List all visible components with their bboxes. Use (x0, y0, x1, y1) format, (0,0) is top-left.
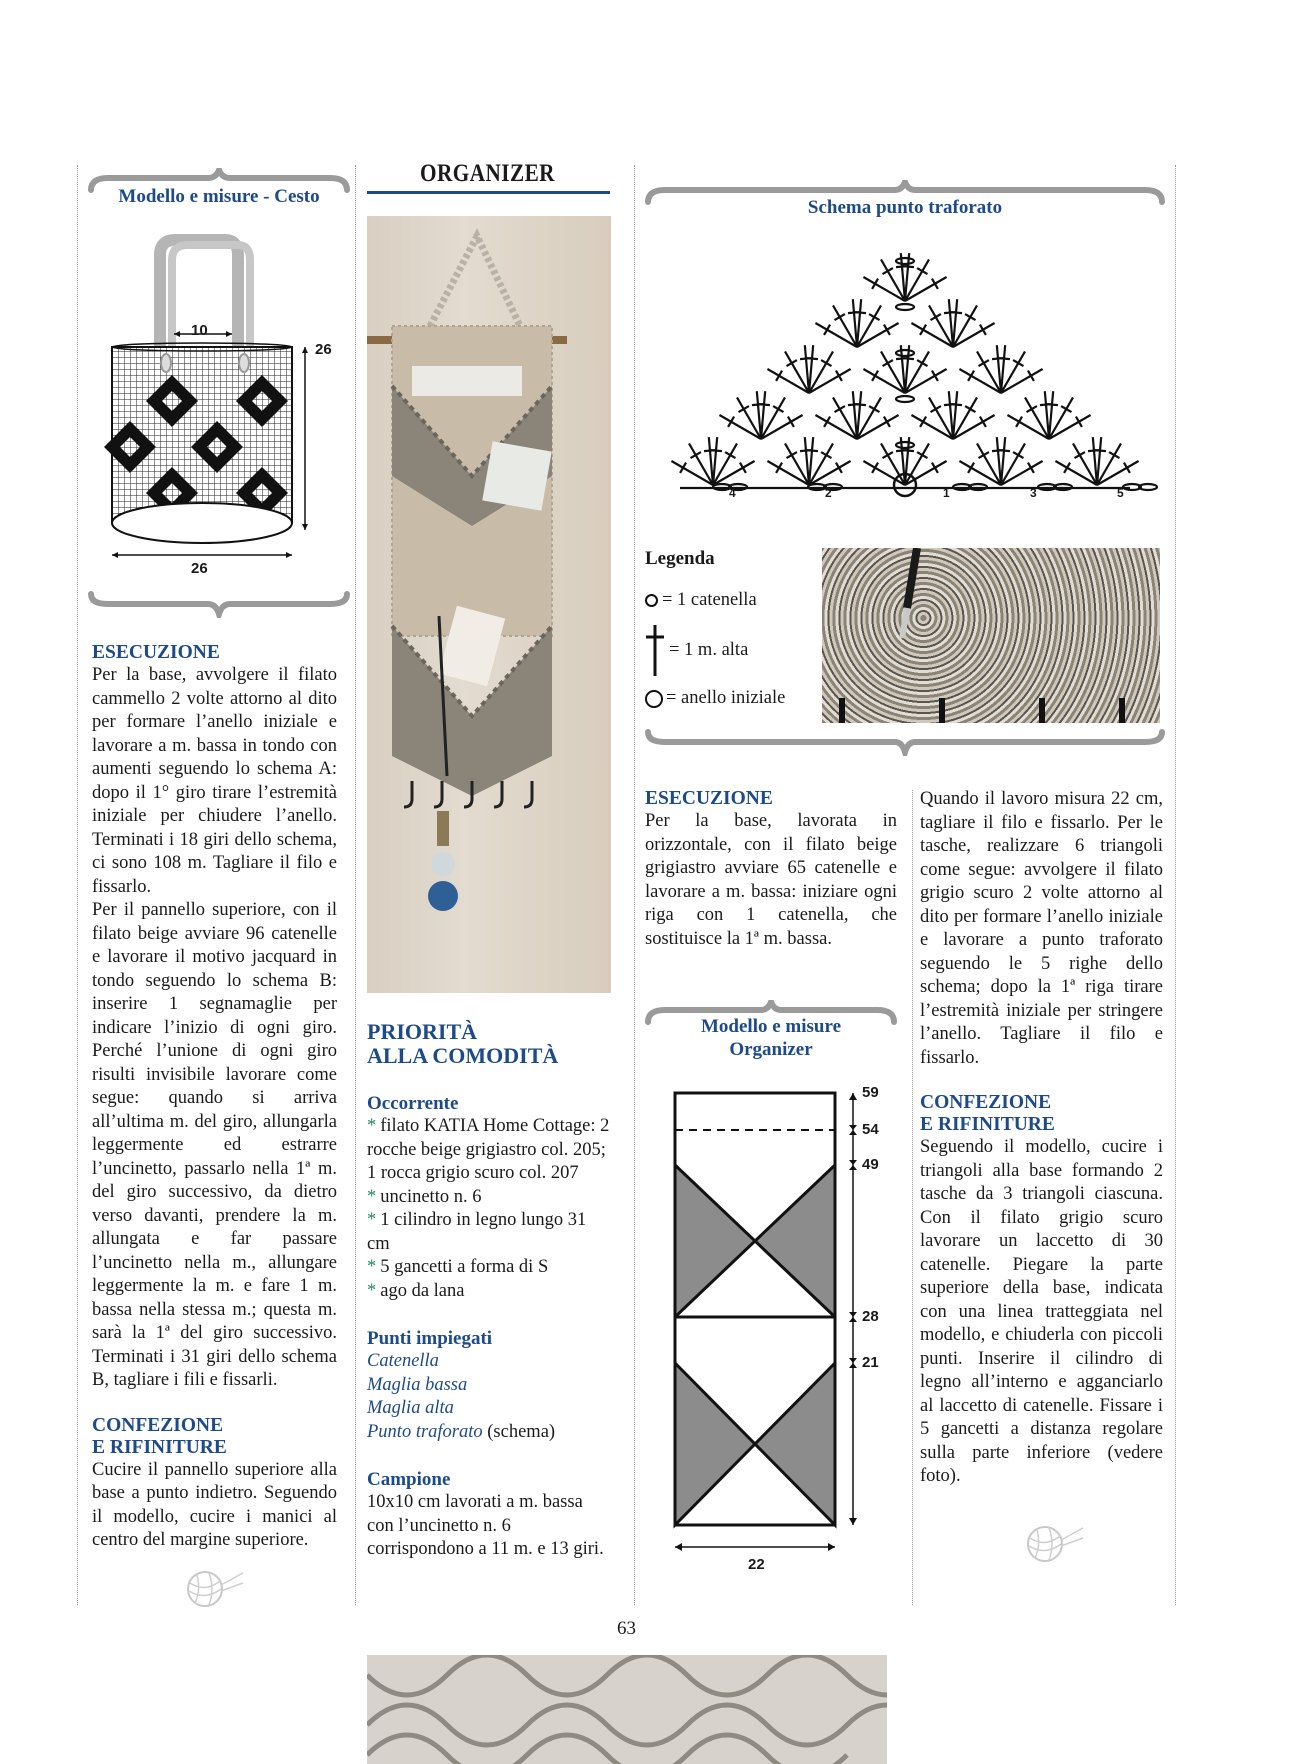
right-execution-block (645, 788, 897, 951)
chart-chain (896, 304, 914, 310)
stitch-item: Catenella (367, 1351, 439, 1371)
lace-photo-strip (367, 1655, 887, 1764)
organizer-dim-28: 28 (862, 1308, 879, 1325)
basket-diagram (100, 225, 340, 575)
execution-text: Per la base, lavorata in orizzontale, con il filato beige grigiastro avviare 65 catenelle e lavorare a m. bassa: iniziare ogni riga con 1 catenella, che sostituisce la 1ª m. bassa. (645, 811, 897, 949)
row-label: 1 (943, 486, 950, 500)
organizer-dim-59: 59 (862, 1084, 879, 1101)
middle-text-block (367, 1020, 612, 1562)
basket-width-dim: 26 (191, 560, 208, 577)
execution-paragraph: Per il pannello superiore, con il filato beige avviare 96 catenelle e lavorare il motivo jacquard in tondo seguendo lo schema B: inserire 1 segnamaglie per indicare l’inizio di ogni giro. Perché l’unione di ogni giro risulti invisibile lavorare come segue: quando si arriva all’ultima m. del giro, allungarla leggermente ed estrarre l’uncinetto, passarlo nella 1ª m. del giro successivo, da dietro verso davanti, prendere la m. allungata e far passare l’uncinetto nella m., allungare leggermente la m. e fare 1 m. bassa nella stessa m.; questa m. sarà la 1ª del giro successivo. Terminati i 31 giri dello schema B, tagliare i fili e fissarli. (92, 900, 337, 1390)
page-number: 63 (617, 1618, 636, 1639)
column-divider (912, 790, 913, 1605)
organizer-dim-21: 21 (862, 1354, 879, 1371)
finishing-heading: CONFEZIONE (92, 1414, 224, 1436)
yarn-ball-icon (175, 1565, 245, 1610)
stitch-item: Maglia alta (367, 1398, 454, 1418)
chart-caption: Schema punto traforato (807, 197, 1003, 218)
left-text-block (92, 642, 337, 1553)
chart-stitch (902, 266, 914, 267)
gauge-text: 10x10 cm lavorati a m. bassa con l’uncinetto n. 6 corrispondono a 11 m. e 13 giri. (367, 1492, 604, 1559)
column-divider (355, 165, 356, 1605)
chart-stitch (902, 450, 914, 451)
section-title-2: ALLA COMODITÀ (367, 1043, 559, 1068)
row-label: 4 (729, 486, 736, 500)
stitches-heading: Punti impiegati (367, 1328, 493, 1349)
chart-stitch (902, 358, 914, 359)
chart-stitch (854, 312, 866, 313)
legend-heading: Legenda (645, 548, 715, 569)
row-label: 5 (1117, 486, 1124, 500)
finishing-text: Seguendo il modello, cucire i triangoli alla base formando 2 tasche da 3 triangoli ciascuna. Con il filato grigio scuro lavorare un laccetto di 30 catenelle. Piegare la parte superiore della base, indicata con una linea tratteggiata nel modello, e chiuderla con piccoli punti. Inserire il cilindro di legno all’interno e agganciarlo al laccetto di catenelle. Fissare i 5 gancetti a distanza regolare sulla parte inferiore (vedere foto). (920, 1137, 1163, 1486)
chart-stitch (806, 450, 818, 451)
chart-chain (896, 350, 914, 356)
materials-item: * ago da lana (367, 1280, 465, 1301)
organizer-dim-49: 49 (862, 1156, 879, 1173)
continuation-text: Quando il lavoro misura 22 cm, tagliare il filo e fissarlo. Per le tasche, realizzare 6 triangoli come segue: avvolgere il filato grigio scuro 2 volte attorno al dito per formare l’anello iniziale e lavorare a punto traforato seguendo le 5 righe dello schema; dopo la 1ª riga tirare l’estremità iniziale per stringere l’anello. Tagliare il filo e fissarlo. (920, 789, 1163, 1068)
chart-chain (896, 396, 914, 402)
magic-ring-symbol-icon (645, 690, 663, 708)
chart-stitch (950, 312, 962, 313)
bottom-bracket (645, 728, 1165, 756)
title-underline (367, 191, 610, 194)
chart-stitch (854, 404, 866, 405)
row-label: 3 (1030, 486, 1037, 500)
legend-item: = anello iniziale (645, 688, 815, 709)
stitch-item: Maglia bassa (367, 1374, 468, 1395)
chart-stitch (1046, 404, 1058, 405)
chart-stitch (998, 450, 1010, 451)
chart-chain (896, 258, 914, 264)
stitch-detail-photo (822, 548, 1160, 723)
materials-item: * filato KATIA Home Cottage: 2 rocche beige grigiastro col. 205; 1 rocca grigio scuro col. 207 (367, 1116, 610, 1183)
materials-list (367, 1115, 612, 1303)
finishing-text: Cucire il pannello superiore alla base a punto indietro. Seguendo il modello, cucire i manici al centro del margine superiore. (92, 1459, 337, 1550)
column-divider (1175, 165, 1176, 1605)
chart-stitch (950, 404, 962, 405)
stitch-item: Punto traforato (schema) (367, 1421, 556, 1442)
finishing-heading-2: E RIFINITURE (920, 1114, 1055, 1135)
article-title: ORGANIZER (420, 160, 555, 187)
execution-paragraph: Per la base, avvolgere il filato cammello 2 volte attorno al dito per formare l’anello iniziale e lavorare a m. bassa in tondo con aumenti seguendo lo schema A: dopo il 1° giro tirare l’estremità iniziale per chiudere l’anello. Terminati i 18 giri dello schema, ci sono 108 m. Tagliare il filo e fissarlo. (92, 665, 337, 897)
organizer-dim-54: 54 (862, 1121, 879, 1138)
chain-symbol-icon (645, 594, 658, 607)
column-divider (77, 165, 78, 1605)
double-crochet-symbol-icon (645, 623, 665, 678)
chart-stitch (710, 450, 722, 451)
row-label: 2 (825, 486, 832, 500)
organizer-diagram-caption: Modello e misure Organizer (700, 1016, 841, 1060)
chart-stitch (1094, 450, 1106, 451)
materials-heading: Occorrente (367, 1093, 459, 1114)
basket-diagram-caption: Modello e misure - Cesto (118, 186, 320, 207)
right-continuation-block (920, 788, 1163, 1489)
finishing-heading: CONFEZIONE (920, 1092, 1052, 1113)
organizer-photo (367, 216, 611, 993)
chart-stitch (998, 358, 1010, 359)
legend-item: = 1 catenella (645, 590, 815, 611)
execution-heading: ESECUZIONE (645, 788, 773, 809)
gauge-heading: Campione (367, 1469, 451, 1490)
legend-item: = 1 m. alta (645, 623, 815, 678)
yarn-ball-icon (1015, 1520, 1085, 1565)
legend (645, 548, 815, 709)
execution-heading: ESECUZIONE (92, 642, 220, 663)
column-divider (634, 165, 635, 1605)
crochet-chart (650, 240, 1160, 505)
finishing-heading-2: E RIFINITURE (92, 1436, 227, 1458)
organizer-dim-width: 22 (748, 1556, 765, 1573)
materials-item: * 1 cilindro in legno lungo 31 cm (367, 1210, 587, 1254)
chart-stitch (806, 358, 818, 359)
section-title: PRIORITÀ (367, 1019, 478, 1044)
basket-handle-gap-dim: 10 (191, 322, 208, 339)
materials-item: * uncinetto n. 6 (367, 1186, 482, 1207)
chart-row-labels (650, 486, 1160, 506)
chart-chain (896, 442, 914, 448)
chart-stitch (758, 404, 770, 405)
basket-height-dim: 26 (315, 341, 332, 358)
bottom-bracket (88, 590, 350, 618)
materials-item: * 5 gancetti a forma di S (367, 1257, 549, 1277)
